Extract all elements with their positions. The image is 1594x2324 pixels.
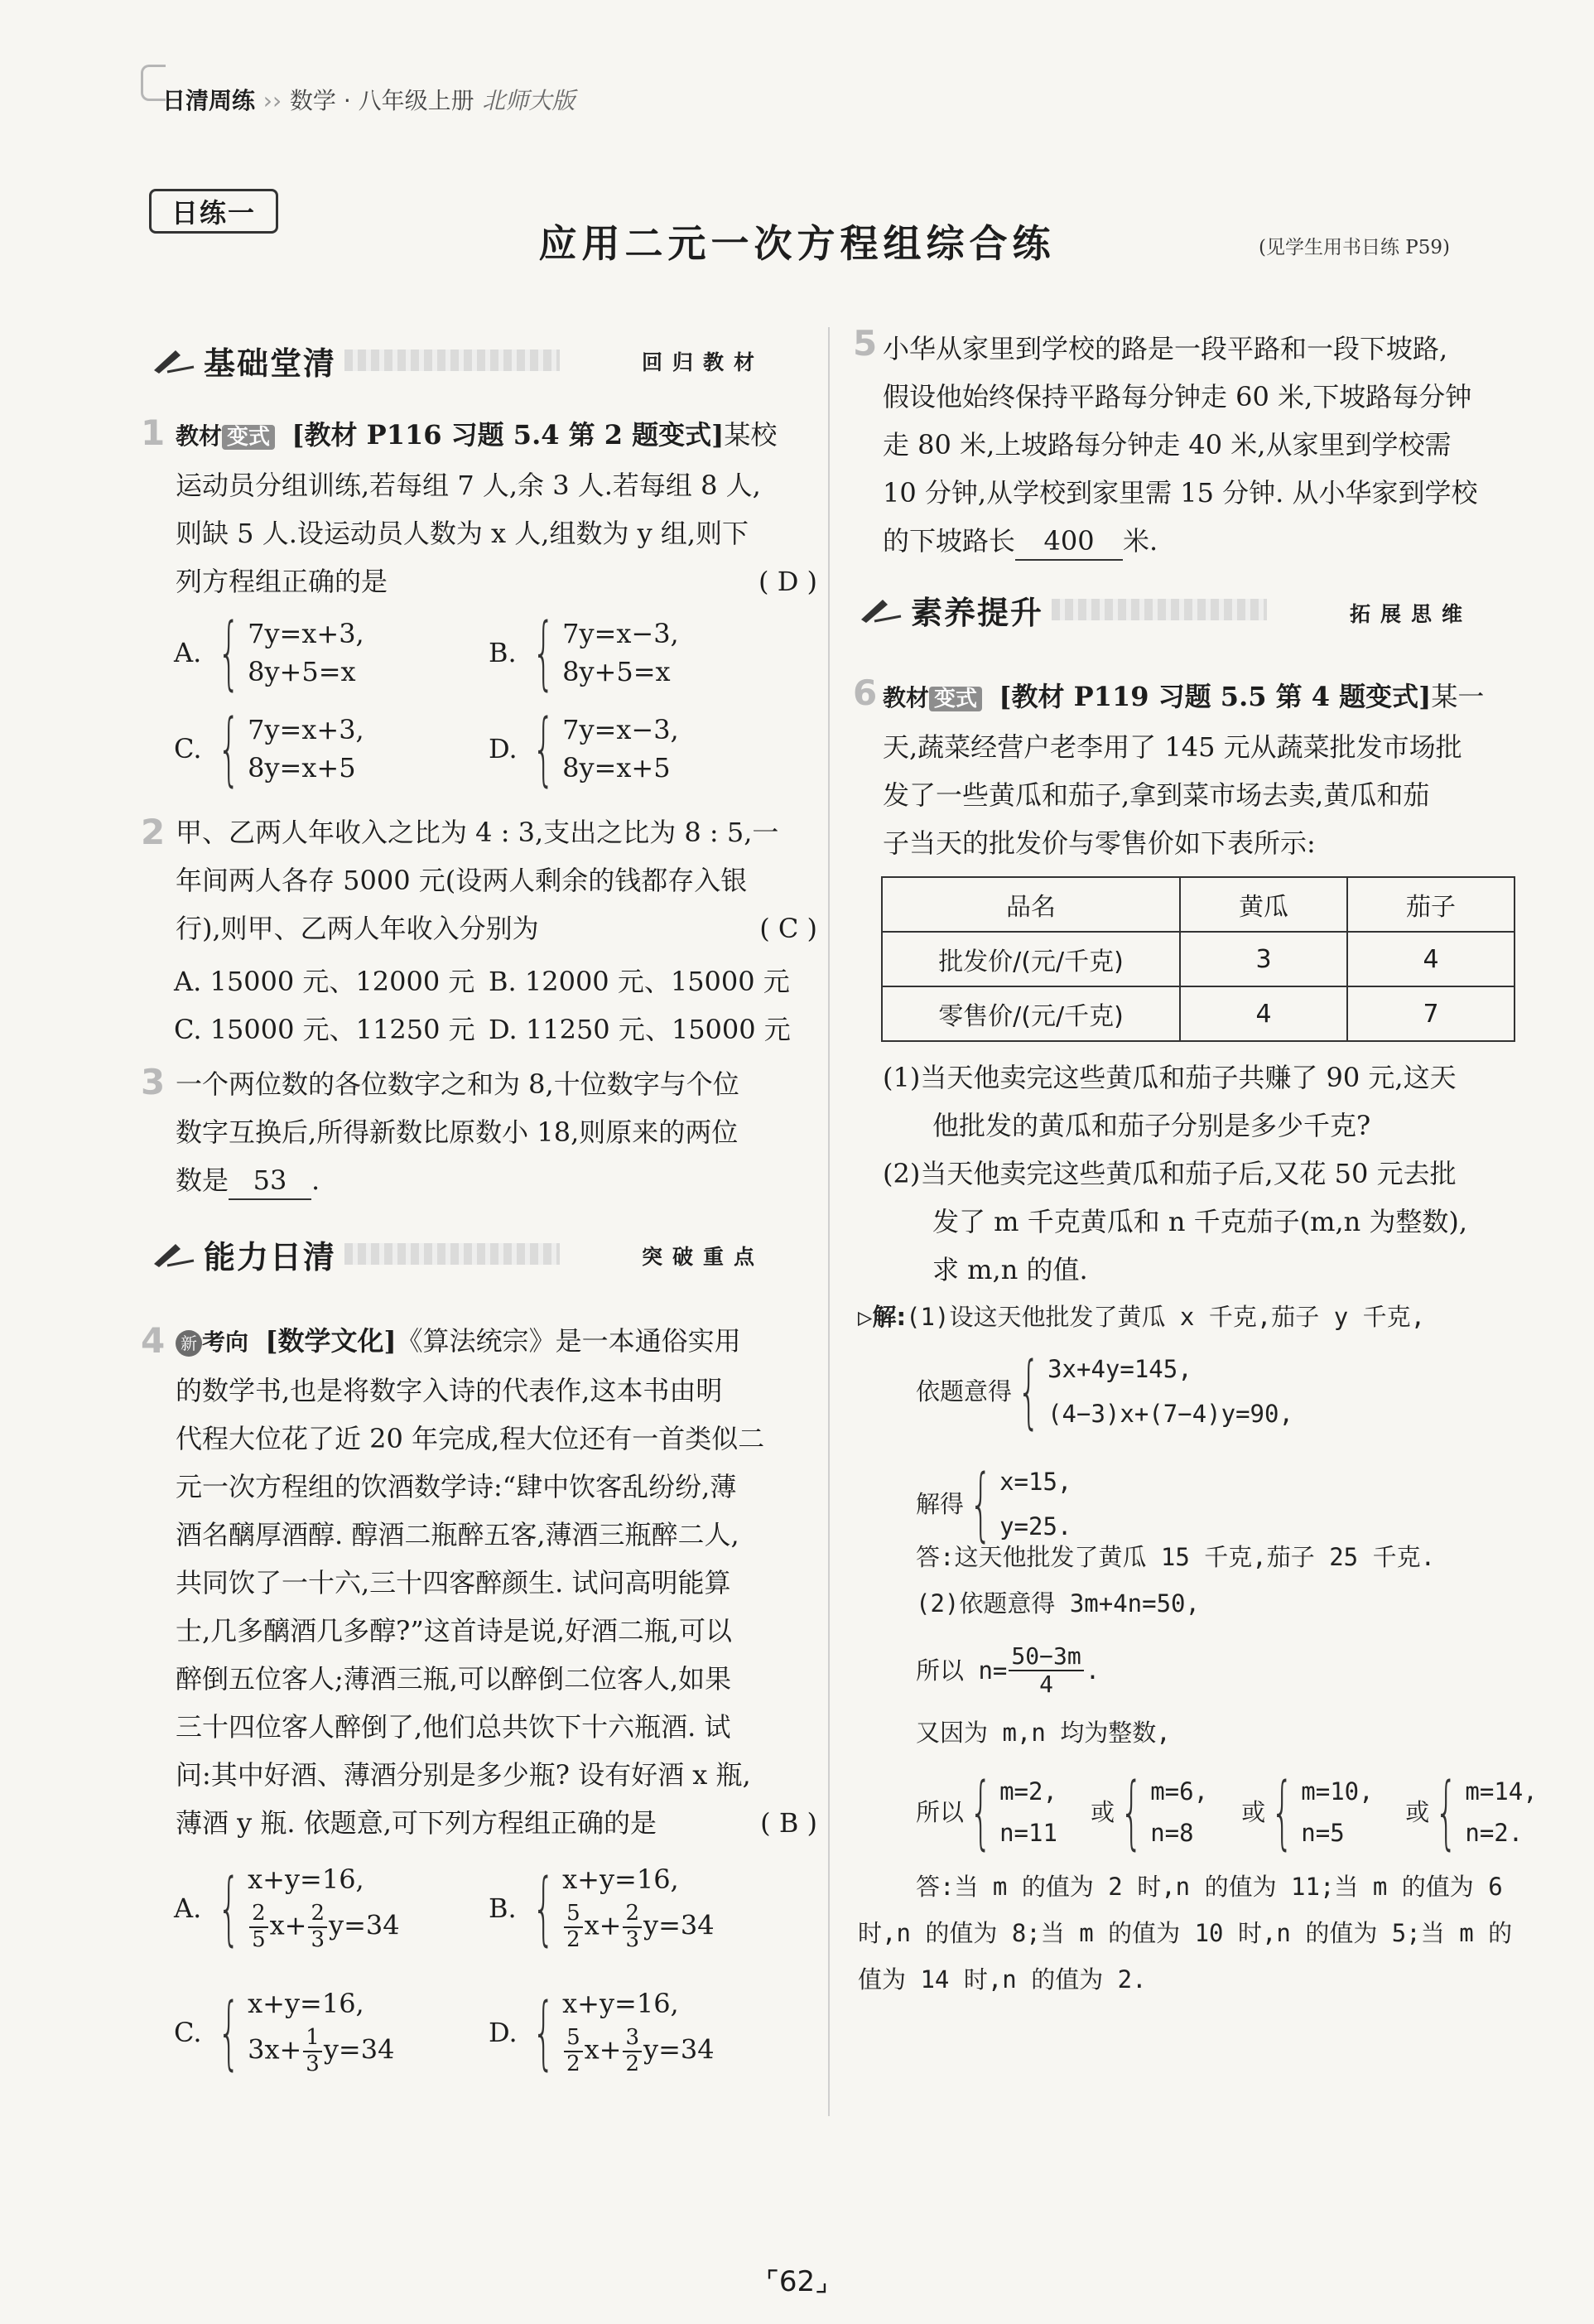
question-6-line: 天,蔬菜经营户老李用了 145 元从蔬菜批发市场批 bbox=[883, 731, 1462, 763]
question-5-line: 走 80 米,上坡路每分钟走 40 米,从家里到学校需 bbox=[883, 429, 1452, 460]
brand: 日清周练 bbox=[162, 87, 256, 114]
brace-icon: { bbox=[1017, 1345, 1041, 1438]
equation: 8y=x+5 bbox=[248, 752, 356, 784]
solution-line: 答:当 m 的值为 2 时,n 的值为 11;当 m 的值为 6 bbox=[916, 1873, 1503, 1901]
daily-badge: 日练一 bbox=[149, 189, 278, 234]
numerator: 2 bbox=[623, 1902, 642, 1928]
reference-note: (见学生用书日练 P59) bbox=[1259, 237, 1450, 258]
equation: 8y+5=x bbox=[248, 656, 356, 687]
arrow-icon: ▷ bbox=[858, 1303, 873, 1331]
answer-blank: 53 bbox=[229, 1162, 311, 1200]
text: 《算法统宗》是一本通俗实用 bbox=[396, 1325, 741, 1357]
question-5-line: 10 分钟,从学校到家里需 15 分钟. 从小华家到学校 bbox=[883, 477, 1478, 509]
text: y=34 bbox=[329, 1909, 400, 1941]
question-4-line: 代程大位花了近 20 年完成,程大位还有一首类似二 bbox=[176, 1423, 765, 1454]
question-4-line: 酒名醨厚酒醇. 醇酒二瓶醉五客,薄酒三瓶醉二人, bbox=[176, 1519, 739, 1550]
numerator: 1 bbox=[303, 2026, 322, 2052]
breadcrumb-separator: ›› bbox=[262, 87, 282, 114]
option-label: C. bbox=[174, 2016, 202, 2048]
question-6 bbox=[883, 673, 1529, 867]
section-basic-name: 基础堂清 bbox=[204, 345, 337, 382]
brace-icon: { bbox=[1435, 1766, 1458, 1859]
section-basic-header bbox=[151, 335, 560, 385]
solution-system-1 bbox=[916, 1347, 1293, 1436]
tag-variant: 变式 bbox=[929, 687, 982, 711]
tag-textbook: 教材 bbox=[176, 422, 223, 450]
question-4-line: 的数学书,也是将数字入诗的代表作,这本书由明 bbox=[176, 1375, 723, 1406]
equation: 7y=x+3, bbox=[248, 714, 364, 745]
equation: n=5 bbox=[1301, 1819, 1345, 1847]
section-literacy-name: 素养提升 bbox=[911, 594, 1044, 631]
equation: m=2, bbox=[999, 1777, 1057, 1806]
equation: y=25. bbox=[999, 1512, 1072, 1540]
text: 所以 n= bbox=[916, 1656, 1008, 1685]
numerator: 3 bbox=[623, 2026, 642, 2052]
text: (1)设这天他批发了黄瓜 x 千克,茄子 y 千克, bbox=[906, 1303, 1426, 1331]
section-ability-tag: 突破重点 bbox=[642, 1245, 765, 1269]
text: 数是 bbox=[176, 1164, 229, 1196]
question-1-line: 则缺 5 人.设运动员人数为 x 人,组数为 y 组,则下 bbox=[176, 518, 749, 549]
edition: 北师大版 bbox=[482, 87, 575, 114]
table-row bbox=[882, 932, 1515, 986]
text: 3x+ bbox=[248, 2033, 302, 2066]
brace-icon: { bbox=[217, 1985, 241, 2079]
denominator: 5 bbox=[252, 1926, 266, 1952]
question-4-line: 士,几多醨酒几多醇?”这首诗是说,好酒二瓶,可以 bbox=[176, 1615, 733, 1647]
question-6-line: 他批发的黄瓜和茄子分别是多少千克? bbox=[932, 1110, 1371, 1141]
equation: n=8 bbox=[1150, 1819, 1194, 1847]
question-number: 4 bbox=[141, 1320, 166, 1361]
question-4-line: 共同饮了一十六,三十四客醉颜生. 试问高明能算 bbox=[176, 1567, 731, 1598]
denominator: 2 bbox=[566, 2051, 580, 2076]
answer: ( D ) bbox=[758, 566, 817, 597]
text: 行),则甲、乙两人年收入分别为 bbox=[176, 913, 539, 944]
table-cell: 3 bbox=[1180, 932, 1347, 986]
brace-icon: { bbox=[532, 606, 556, 699]
table-header: 品名 bbox=[882, 877, 1180, 932]
table-cell: 批发价/(元/千克) bbox=[882, 932, 1180, 986]
option-d: D. 11250 元、15000 元 bbox=[489, 1014, 791, 1045]
equation: 7y=x+3, bbox=[248, 618, 364, 649]
question-5 bbox=[883, 325, 1529, 565]
text: 某一 bbox=[1431, 681, 1485, 712]
price-table bbox=[881, 876, 1515, 1042]
equation: 7y=x−3, bbox=[562, 714, 679, 745]
question-5-line: 假设他始终保持平路每分钟走 60 米,下坡路每分钟 bbox=[883, 381, 1472, 412]
table-row bbox=[882, 986, 1515, 1041]
equation: n=2. bbox=[1465, 1819, 1524, 1847]
brace-icon: { bbox=[532, 1861, 556, 1955]
text: 某校 bbox=[724, 419, 778, 451]
equation: x+y=16, bbox=[562, 1988, 679, 2019]
text: 解得 bbox=[916, 1490, 965, 1518]
question-4-line bbox=[176, 1799, 817, 1847]
equation bbox=[562, 1902, 715, 1953]
equation bbox=[248, 2026, 394, 2077]
option-c bbox=[174, 702, 364, 795]
question-3-line bbox=[176, 1156, 817, 1204]
option-d bbox=[489, 1985, 715, 2079]
text: 或 bbox=[1241, 1798, 1266, 1826]
equation: x+y=16, bbox=[248, 1864, 364, 1895]
header-breadcrumb bbox=[162, 83, 575, 116]
question-1-line: 运动员分组训练,若每组 7 人,余 3 人.若每组 8 人, bbox=[176, 470, 761, 501]
solution-line: (2)依题意得 3m+4n=50, bbox=[916, 1589, 1200, 1618]
solution-line: 时,n 的值为 8;当 m 的值为 10 时,n 的值为 5;当 m 的 bbox=[858, 1919, 1513, 1947]
solution-line: 答:这天他批发了黄瓜 15 千克,茄子 25 千克. bbox=[916, 1543, 1436, 1571]
numerator: 5 bbox=[564, 1902, 583, 1928]
text: 的下坡路长 bbox=[883, 525, 1016, 557]
new-badge-icon: 新 bbox=[176, 1330, 202, 1357]
tag-textbook: 教材 bbox=[883, 684, 930, 711]
numerator: 5 bbox=[564, 2026, 583, 2052]
question-3-line: 一个两位数的各位数字之和为 8,十位数字与个位 bbox=[176, 1068, 739, 1100]
equation: (4−3)x+(7−4)y=90, bbox=[1047, 1400, 1293, 1428]
source-ref: [教材 P116 习题 5.4 第 2 题变式] bbox=[291, 419, 725, 451]
solution-line bbox=[858, 1294, 1529, 1340]
question-number: 5 bbox=[853, 323, 878, 364]
solution-block bbox=[916, 1534, 1529, 1627]
question-4-line: 元一次方程组的饮酒数学诗:“肆中饮客乱纷纷,薄 bbox=[176, 1471, 737, 1502]
question-5-line: 小华从家里到学校的路是一段平路和一段下坡路, bbox=[883, 333, 1448, 364]
text: 依题意得 bbox=[916, 1377, 1013, 1405]
question-6-line: 发了一些黄瓜和茄子,拿到菜市场去卖,黄瓜和茄 bbox=[883, 779, 1430, 811]
question-2-line: 甲、乙两人年收入之比为 4 : 3,支出之比为 8 : 5,一 bbox=[176, 817, 779, 848]
answer: ( B ) bbox=[760, 1807, 817, 1839]
option-label: A. bbox=[174, 1892, 202, 1924]
table-cell: 4 bbox=[1180, 986, 1347, 1041]
option-label: A. bbox=[174, 637, 202, 668]
question-1-line bbox=[176, 411, 817, 461]
question-3-line: 数字互换后,所得新数比原数小 18,则原来的两位 bbox=[176, 1116, 739, 1148]
question-number: 3 bbox=[141, 1062, 166, 1102]
section-literacy-header bbox=[858, 585, 1267, 634]
question-4-line: 醉倒五位客人;薄酒三瓶,可以醉倒二位客人,如果 bbox=[176, 1663, 732, 1695]
subject: 数学 · 八年级上册 bbox=[289, 87, 474, 114]
option-label: B. bbox=[489, 637, 517, 668]
section-fade bbox=[344, 350, 560, 371]
denominator: 3 bbox=[306, 2051, 320, 2076]
text: y=34 bbox=[643, 1909, 715, 1941]
question-6-line: (1)当天他卖完这些黄瓜和茄子共赚了 90 元,这天 bbox=[883, 1062, 1457, 1093]
table-cell: 4 bbox=[1347, 932, 1515, 986]
pen-icon bbox=[151, 1239, 197, 1269]
equation: 8y+5=x bbox=[562, 656, 671, 687]
question-1 bbox=[176, 411, 817, 605]
question-6-line: 发了 m 千克黄瓜和 n 千克茄子(m,n 为整数), bbox=[932, 1206, 1468, 1237]
text: 所以 bbox=[916, 1798, 965, 1826]
equation bbox=[248, 1902, 400, 1953]
brace-icon: { bbox=[1270, 1766, 1294, 1859]
text: x+ bbox=[269, 1909, 307, 1941]
section-basic-tag: 回归教材 bbox=[642, 350, 765, 374]
option-label: B. bbox=[489, 1892, 517, 1924]
option-label: C. bbox=[174, 733, 202, 764]
question-2 bbox=[176, 808, 817, 952]
text: 薄酒 y 瓶. 依题意,可下列方程组正确的是 bbox=[176, 1807, 657, 1839]
option-d bbox=[489, 702, 679, 795]
question-4-line: 问:其中好酒、薄酒分别是多少瓶? 设有好酒 x 瓶, bbox=[176, 1759, 751, 1791]
source-ref: [教材 P119 习题 5.5 第 4 题变式] bbox=[999, 681, 1432, 712]
equation: 7y=x−3, bbox=[562, 618, 679, 649]
brace-icon: { bbox=[969, 1766, 993, 1859]
table-header-row bbox=[882, 877, 1515, 932]
solution-line: 又因为 m,n 均为整数, bbox=[916, 1719, 1171, 1747]
option-a: A. 15000 元、12000 元 bbox=[174, 966, 475, 997]
question-4-line bbox=[176, 1317, 817, 1367]
numerator: 50−3m bbox=[1009, 1643, 1083, 1671]
section-ability-name: 能力日清 bbox=[204, 1238, 337, 1275]
section-ability-header bbox=[151, 1229, 560, 1279]
numerator: 2 bbox=[308, 1902, 327, 1928]
solution-label: 解: bbox=[872, 1303, 907, 1331]
equation: x=15, bbox=[999, 1468, 1072, 1496]
numerator: 2 bbox=[249, 1902, 268, 1928]
denominator: 2 bbox=[566, 1926, 580, 1952]
denominator: 4 bbox=[1039, 1671, 1053, 1699]
question-2-line: 年间两人各存 5000 元(设两人剩余的钱都存入银 bbox=[176, 865, 748, 896]
solution bbox=[858, 1294, 1529, 1340]
brace-icon: { bbox=[532, 702, 556, 795]
brace-icon: { bbox=[532, 1985, 556, 2079]
text: 列方程组正确的是 bbox=[176, 566, 388, 597]
tag-trend: 考向 bbox=[202, 1328, 249, 1356]
text: 或 bbox=[1091, 1798, 1115, 1826]
denominator: 3 bbox=[311, 1926, 325, 1952]
table-header: 茄子 bbox=[1347, 877, 1515, 932]
equation: x+y=16, bbox=[248, 1988, 364, 2019]
table-cell: 7 bbox=[1347, 986, 1515, 1041]
denominator: 3 bbox=[625, 1926, 640, 1952]
question-number: 6 bbox=[853, 673, 878, 713]
question-4 bbox=[176, 1317, 817, 1847]
question-6-line: (2)当天他卖完这些黄瓜和茄子后,又花 50 元去批 bbox=[883, 1158, 1457, 1189]
question-1-line bbox=[176, 557, 817, 605]
equation: n=11 bbox=[999, 1819, 1057, 1847]
question-2-line bbox=[176, 904, 817, 952]
option-a bbox=[174, 606, 364, 699]
text: y=34 bbox=[323, 2033, 395, 2066]
text: y=34 bbox=[643, 2033, 715, 2066]
text: 或 bbox=[1405, 1798, 1430, 1826]
section-fade bbox=[344, 1243, 560, 1265]
brace-icon: { bbox=[217, 702, 241, 795]
equation: m=14, bbox=[1465, 1777, 1538, 1806]
page-title: 应用二元一次方程组综合练 bbox=[538, 221, 1056, 266]
source-ref: [数学文化] bbox=[265, 1325, 397, 1357]
pen-icon bbox=[151, 345, 197, 375]
question-number: 1 bbox=[141, 412, 166, 453]
brace-icon: { bbox=[217, 1861, 241, 1955]
brace-icon: { bbox=[969, 1458, 993, 1550]
text: . bbox=[1085, 1656, 1100, 1685]
text: x+ bbox=[584, 1909, 622, 1941]
question-number: 2 bbox=[141, 812, 166, 852]
column-divider bbox=[828, 327, 830, 2116]
option-b: B. 12000 元、15000 元 bbox=[489, 966, 790, 997]
question-6-line: 子当天的批发价与零售价如下表所示: bbox=[883, 827, 1316, 859]
denominator: 2 bbox=[625, 2051, 640, 2076]
brace-icon: { bbox=[1120, 1766, 1144, 1859]
answer-blank: 400 bbox=[1015, 523, 1123, 561]
option-a bbox=[174, 1861, 400, 1955]
option-label: D. bbox=[489, 733, 518, 764]
option-c bbox=[174, 1985, 395, 2079]
brace-icon: { bbox=[217, 606, 241, 699]
option-label: D. bbox=[489, 2016, 518, 2048]
solution-fraction-line bbox=[916, 1643, 1100, 1698]
question-6-parts bbox=[883, 1054, 1529, 1294]
question-6-line bbox=[883, 673, 1529, 723]
equation: x+y=16, bbox=[562, 1864, 679, 1895]
option-b bbox=[489, 606, 679, 699]
question-3 bbox=[176, 1060, 817, 1204]
option-b bbox=[489, 1861, 715, 1955]
question-6-line: 求 m,n 的值. bbox=[932, 1254, 1088, 1285]
solution-line: 值为 14 时,n 的值为 2. bbox=[858, 1965, 1147, 1994]
answer: ( C ) bbox=[759, 913, 817, 944]
equation: m=6, bbox=[1150, 1777, 1209, 1806]
text: . bbox=[311, 1164, 320, 1196]
page-number-value: 62 bbox=[778, 2265, 816, 2298]
table-header: 黄瓜 bbox=[1180, 877, 1347, 932]
pen-icon bbox=[858, 595, 904, 624]
solution-conclusion bbox=[858, 1864, 1529, 2003]
equation: m=10, bbox=[1301, 1777, 1374, 1806]
section-fade bbox=[1052, 599, 1267, 620]
option-c: C. 15000 元、11250 元 bbox=[174, 1014, 475, 1045]
equation: 8y=x+5 bbox=[562, 752, 671, 784]
section-literacy-tag: 拓展思维 bbox=[1350, 602, 1473, 626]
equation: 3x+4y=145, bbox=[1047, 1355, 1192, 1383]
page-number: ⌜62⌟ bbox=[765, 2265, 829, 2298]
equation bbox=[562, 2026, 715, 2077]
question-5-line bbox=[883, 517, 1529, 565]
text: x+ bbox=[584, 2033, 622, 2066]
table-cell: 零售价/(元/千克) bbox=[882, 986, 1180, 1041]
tag-variant: 变式 bbox=[222, 425, 275, 450]
solution-pairs bbox=[916, 1766, 1538, 1859]
text: 米. bbox=[1123, 525, 1158, 557]
question-4-line: 三十四位客人醉倒了,他们总共饮下十六瓶酒. 试 bbox=[176, 1711, 731, 1743]
